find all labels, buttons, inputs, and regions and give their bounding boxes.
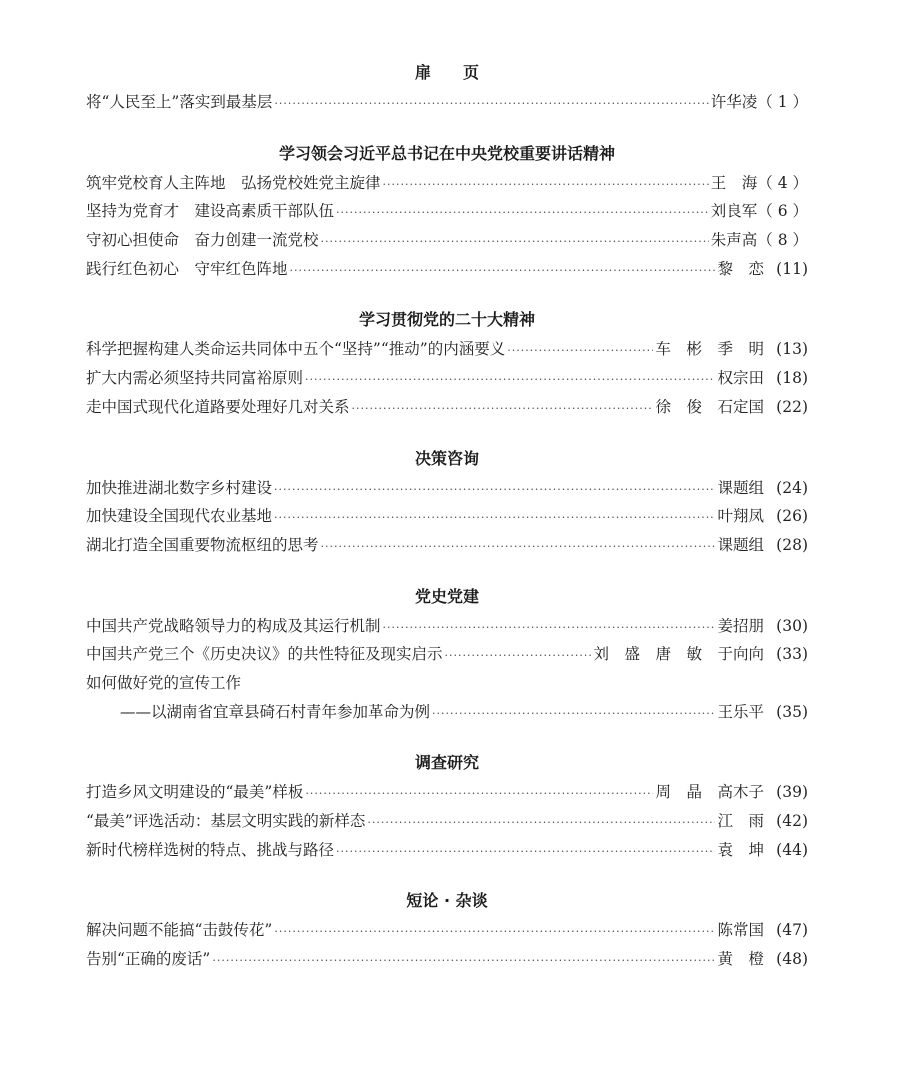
dot-leader: [336, 199, 709, 228]
entry-page: (33): [776, 645, 808, 664]
toc-section: [86, 303, 808, 421]
entry-title: 中国共产党三个《历史决议》的共性特征及现实启示: [86, 645, 443, 664]
dot-leader: [367, 809, 715, 838]
toc-entry-subtitle[interactable]: [86, 698, 808, 727]
entry-title: 将“人民至上”落实到最基层: [86, 93, 273, 111]
entry-title: 加快建设全国现代农业基地: [86, 507, 273, 526]
entry-author: 王 海: [710, 173, 758, 192]
toc-entry[interactable]: [86, 364, 808, 393]
entry-page: （ 4 ）: [757, 173, 808, 192]
section-title: 扉 页: [414, 63, 479, 82]
toc-entry[interactable]: [86, 945, 808, 974]
entry-author: 徐 俊 石定国: [655, 397, 764, 416]
toc-entry[interactable]: [86, 169, 808, 198]
entry-title: 走中国式现代化道路要处理好几对关系: [86, 397, 350, 416]
entry-author: 黎 恋: [717, 259, 764, 278]
entry-title: 守初心担使命 奋力创建一流党校: [86, 231, 319, 250]
section-title: 党史党建: [414, 586, 479, 606]
dot-leader: [305, 366, 715, 395]
section-title: 调查研究: [414, 753, 479, 773]
entry-page: (42): [776, 812, 808, 830]
entry-page: (30): [776, 616, 808, 635]
dot-leader: [274, 504, 715, 533]
toc-section: [86, 884, 808, 973]
toc-section: [86, 442, 808, 560]
entry-author: 黄 橙: [717, 950, 764, 969]
section-title: 短论 · 杂谈: [406, 891, 488, 911]
toc-entry[interactable]: [86, 226, 808, 255]
entry-page: (22): [776, 397, 808, 416]
dot-leader: [352, 395, 654, 424]
entry-author: 课题组: [717, 478, 764, 497]
dot-leader: [212, 947, 715, 976]
entry-page: (18): [776, 369, 808, 388]
toc-section: [86, 746, 808, 864]
entry-page: (39): [776, 783, 808, 802]
toc-entry[interactable]: [86, 531, 808, 560]
dot-leader: [274, 918, 715, 947]
section-title: 学习领会习近平总书记在中央党校重要讲话精神: [278, 143, 615, 163]
entry-author: 叶翔凤: [717, 507, 764, 526]
entry-title: 如何做好党的宣传工作: [86, 673, 242, 692]
entry-title: 打造乡风文明建设的“最美”样板: [86, 783, 304, 802]
toc-section: [86, 580, 808, 727]
entry-author: 江 雨: [717, 812, 764, 830]
entry-page: (13): [776, 340, 808, 359]
toc-entry[interactable]: [86, 807, 808, 836]
dot-leader: [321, 533, 716, 562]
entry-page: (44): [776, 840, 808, 859]
dot-leader: [274, 476, 715, 505]
entry-title: “最美”评选活动：基层文明实践的新样态: [86, 812, 366, 830]
entry-title: 解决问题不能搞“击鼓传花”: [86, 921, 273, 940]
toc-entry[interactable]: [86, 474, 808, 503]
entry-page: （ 1 ）: [757, 93, 808, 111]
dot-leader: [274, 90, 708, 119]
dot-leader: [383, 171, 709, 200]
toc-entry[interactable]: [86, 612, 808, 641]
entry-author: 刘良军: [710, 202, 758, 221]
dot-leader: [321, 228, 709, 257]
toc-entry[interactable]: [86, 640, 808, 669]
entry-author: 课题组: [717, 535, 764, 554]
dot-leader: [290, 257, 716, 286]
entry-title: 科学把握构建人类命运共同体中五个“坚持”“推动”的内涵要义: [86, 340, 506, 359]
toc-entry-title-line[interactable]: [86, 669, 808, 698]
dot-leader: [432, 700, 715, 729]
entry-author: 权宗田: [717, 369, 764, 388]
entry-author: 王乐平: [717, 702, 764, 721]
toc-entry[interactable]: [86, 335, 808, 364]
entry-title: 加快推进湖北数字乡村建设: [86, 478, 273, 497]
table-of-contents: [86, 56, 808, 994]
dot-leader: [383, 614, 716, 643]
entry-subtitle: ——以湖南省宜章县碕石村青年参加革命为例: [120, 702, 431, 721]
entry-author: 袁 坤: [717, 840, 764, 859]
section-title: 决策咨询: [414, 448, 479, 468]
section-title: 学习贯彻党的二十大精神: [358, 310, 535, 330]
entry-page: （ 6 ）: [757, 202, 808, 221]
dot-leader: [336, 838, 715, 867]
toc-entry[interactable]: [86, 197, 808, 226]
entry-author: 朱声高: [710, 231, 758, 250]
entry-author: 陈常国: [717, 921, 764, 940]
entry-title: 新时代榜样选树的特点、挑战与路径: [86, 840, 335, 859]
entry-title: 扩大内需必须坚持共同富裕原则: [86, 369, 304, 388]
toc-entry[interactable]: [86, 393, 808, 422]
entry-author: 周 晶 高木子: [655, 783, 764, 802]
entry-title: 中国共产党战略领导力的构成及其运行机制: [86, 616, 381, 635]
entry-author: 刘 盛 唐 敏 于向向: [593, 645, 764, 664]
toc-entry[interactable]: [86, 255, 808, 284]
entry-title: 筑牢党校育人主阵地 弘扬党校姓党主旋律: [86, 173, 381, 192]
entry-page: (28): [776, 535, 808, 554]
entry-page: (35): [776, 702, 808, 721]
entry-title: 坚持为党育才 建设高素质干部队伍: [86, 202, 335, 221]
entry-page: (47): [776, 921, 808, 940]
entry-page: (26): [776, 507, 808, 526]
entry-page: (11): [776, 259, 808, 278]
dot-leader: [305, 780, 653, 809]
entry-page: (48): [776, 950, 808, 969]
toc-entry[interactable]: [86, 778, 808, 807]
toc-section: [86, 56, 808, 117]
dot-leader: [507, 337, 653, 366]
entry-author: 车 彬 季 明: [655, 340, 764, 359]
toc-entry[interactable]: [86, 916, 808, 945]
toc-entry[interactable]: [86, 502, 808, 531]
entry-page: (24): [776, 478, 808, 497]
toc-entry[interactable]: [86, 88, 808, 117]
dot-leader: [445, 642, 592, 671]
toc-section: [86, 137, 808, 284]
entry-title: 湖北打造全国重要物流枢纽的思考: [86, 535, 319, 554]
entry-page: （ 8 ）: [757, 231, 808, 250]
toc-entry[interactable]: [86, 836, 808, 865]
entry-author: 许华凌: [710, 93, 758, 111]
entry-author: 姜招朋: [717, 616, 764, 635]
entry-title: 告别“正确的废话”: [86, 950, 211, 969]
entry-title: 践行红色初心 守牢红色阵地: [86, 259, 288, 278]
